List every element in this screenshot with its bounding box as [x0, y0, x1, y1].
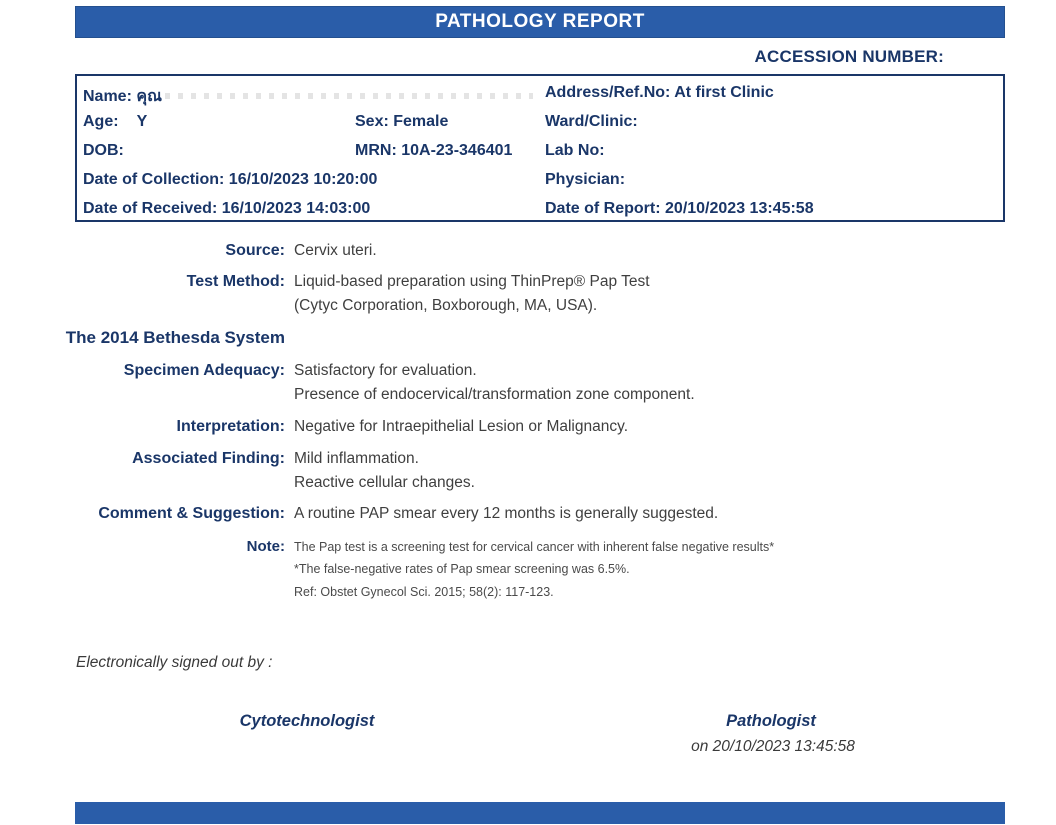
- comment-suggestion-value: A routine PAP smear every 12 months is generally suggested.: [294, 505, 719, 522]
- report-footer-bar: [75, 802, 1005, 824]
- section-associated-finding: [0, 450, 1056, 468]
- associated-finding-line1: Mild inflammation.: [294, 450, 419, 467]
- specimen-adequacy-line1: Satisfactory for evaluation.: [294, 362, 477, 379]
- age-value: Y: [136, 113, 148, 130]
- associated-finding-line2: Reactive cellular changes.: [294, 474, 475, 491]
- sex-value: Female: [393, 113, 449, 130]
- cytotechnologist-signature: Cytotechnologist: [239, 712, 375, 730]
- section-note-cont1: [0, 562, 1056, 576]
- patient-lab-no: [545, 142, 605, 160]
- ward-label: Ward/Clinic:: [545, 113, 638, 130]
- section-note-cont2: [0, 585, 1056, 599]
- comment-suggestion-label: Comment & Suggestion:: [98, 505, 285, 522]
- collection-value: 16/10/2023 10:20:00: [228, 171, 378, 188]
- report-title-bar: [75, 6, 1005, 38]
- age-label: Age:: [83, 113, 119, 130]
- patient-row-1: [77, 84, 1003, 106]
- note-label: Note:: [246, 538, 285, 555]
- section-specimen-adequacy: [0, 362, 1056, 380]
- test-method-line2: (Cytyc Corporation, Boxborough, MA, USA).: [294, 297, 598, 314]
- physician-label: Physician:: [545, 171, 626, 188]
- dob-label: DOB:: [83, 142, 124, 159]
- accession-number-label: ACCESSION NUMBER:: [754, 47, 944, 66]
- section-test-method: [0, 273, 1056, 291]
- source-label: Source:: [225, 242, 285, 259]
- patient-mrn: [355, 142, 512, 160]
- report-date-label: Date of Report:: [545, 200, 661, 217]
- patient-row-4: [77, 171, 1003, 193]
- patient-address: [545, 84, 774, 102]
- section-test-method-cont: [0, 297, 1056, 315]
- sex-label: Sex:: [355, 113, 389, 130]
- patient-sex: [355, 113, 448, 131]
- specimen-adequacy-line2: Presence of endocervical/transformation zone component.: [294, 386, 695, 403]
- note-line1: The Pap test is a screening test for cervical cancer with inherent false negative results*: [294, 540, 775, 554]
- specimen-adequacy-label: Specimen Adequacy:: [123, 362, 285, 379]
- section-interpretation: [0, 418, 1056, 436]
- section-source: [0, 242, 1056, 260]
- patient-age: [83, 113, 147, 131]
- mrn-label: MRN:: [355, 142, 397, 159]
- section-note: [0, 538, 1056, 555]
- note-line2: *The false-negative rates of Pap smear screening was 6.5%.: [294, 562, 630, 576]
- patient-dob: [83, 142, 124, 160]
- section-specimen-adequacy-cont: [0, 386, 1056, 404]
- bethesda-heading: The 2014 Bethesda System: [65, 328, 285, 347]
- report-date-value: 20/10/2023 13:45:58: [665, 200, 814, 217]
- lab-no-label: Lab No:: [545, 142, 605, 159]
- received-value: 16/10/2023 14:03:00: [221, 200, 371, 217]
- name-value: คุณ: [136, 88, 162, 105]
- patient-row-5: [77, 200, 1003, 222]
- patient-ward: [545, 113, 638, 131]
- signed-on-date: on 20/10/2023 13:45:58: [691, 738, 855, 755]
- patient-row-3: [77, 142, 1003, 164]
- redacted-name-blur: [165, 93, 533, 99]
- date-of-report: [545, 200, 814, 218]
- associated-finding-label: Associated Finding:: [132, 450, 285, 467]
- interpretation-label: Interpretation:: [176, 418, 285, 435]
- patient-name: [83, 84, 162, 109]
- note-line3: Ref: Obstet Gynecol Sci. 2015; 58(2): 117-123.: [294, 585, 554, 599]
- section-comment-suggestion: [0, 505, 1056, 523]
- mrn-value: 10A-23-346401: [401, 142, 513, 159]
- name-label: Name:: [83, 88, 132, 105]
- date-of-collection: [83, 171, 377, 189]
- electronically-signed-text: Electronically signed out by :: [76, 654, 273, 671]
- section-bethesda: [0, 328, 1056, 348]
- patient-info-box: [75, 74, 1005, 222]
- address-value: At first Clinic: [674, 84, 774, 101]
- section-associated-finding-cont: [0, 474, 1056, 492]
- collection-label: Date of Collection:: [83, 171, 225, 188]
- report-title: PATHOLOGY REPORT: [435, 11, 645, 32]
- source-value: Cervix uteri.: [294, 242, 377, 259]
- patient-row-2: [77, 113, 1003, 135]
- date-of-received: [83, 200, 370, 218]
- pathologist-signature: Pathologist: [726, 712, 816, 730]
- test-method-label: Test Method:: [186, 273, 285, 290]
- physician: [545, 171, 625, 189]
- interpretation-value: Negative for Intraepithelial Lesion or Malignancy.: [294, 418, 629, 435]
- address-label: Address/Ref.No:: [545, 84, 671, 101]
- received-label: Date of Received:: [83, 200, 218, 217]
- test-method-line1: Liquid-based preparation using ThinPrep® Pap Test: [294, 273, 650, 290]
